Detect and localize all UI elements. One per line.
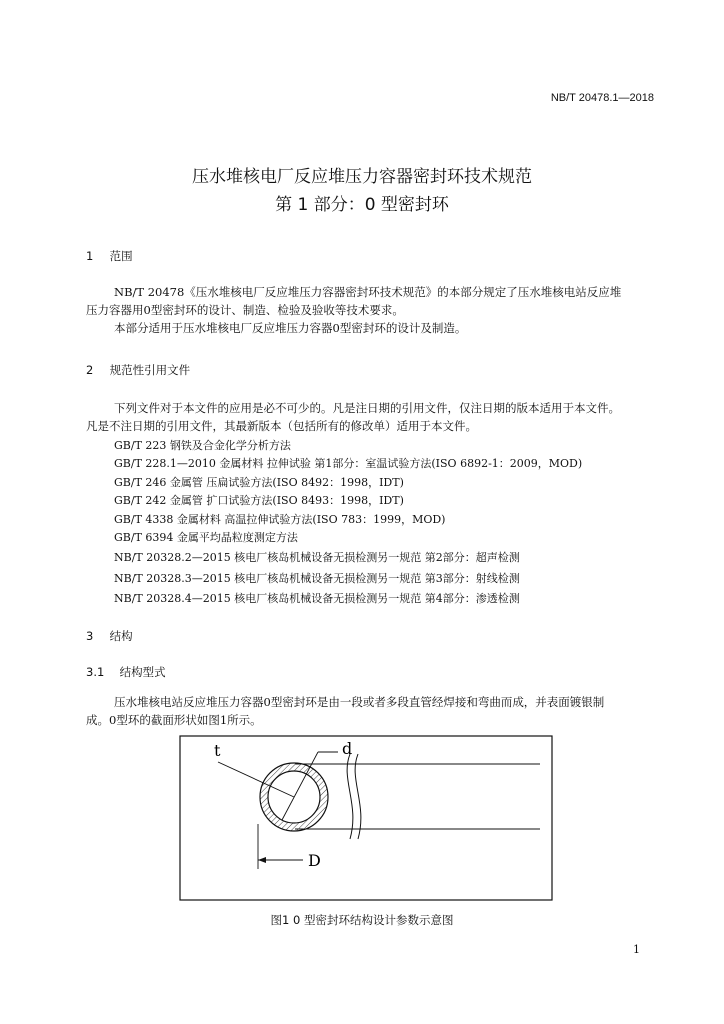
label-t: t bbox=[214, 741, 221, 760]
reference-item: GB/T 242 金属管 扩口试验方法(ISO 8493：1998，IDT) bbox=[114, 494, 404, 507]
section-2-para-1a: 下列文件对于本文件的应用是必不可少的。凡是注日期的引用文件，仅注日期的版本适用于本文件。 bbox=[114, 401, 620, 415]
section-3-heading: 3 结构 bbox=[86, 629, 133, 643]
reference-item: GB/T 6394 金属平均晶粒度测定方法 bbox=[114, 531, 298, 544]
reference-item: GB/T 246 金属管 压扁试验方法(ISO 8492：1998，IDT) bbox=[114, 476, 404, 489]
section-1-para-1b: 压力容器用0型密封环的设计、制造、检验及验收等技术要求。 bbox=[86, 303, 404, 317]
o-ring-section-diagram bbox=[178, 734, 554, 904]
section-3-1-heading: 3.1 结构型式 bbox=[86, 665, 166, 679]
section-3-1-para-b: 成。0型环的截面形状如图1所示。 bbox=[86, 713, 262, 727]
section-1-heading: 1 范围 bbox=[86, 249, 133, 263]
reference-item: NB/T 20328.3—2015 核电厂核岛机械设备无损检测另一规范 第3部分：射线检测 bbox=[114, 572, 520, 585]
break-line bbox=[355, 754, 361, 839]
label-D: D bbox=[308, 851, 321, 870]
break-line bbox=[347, 754, 353, 839]
reference-item: GB/T 4338 金属材料 高温拉伸试验方法(ISO 783：1999，MOD) bbox=[114, 513, 446, 526]
reference-item: GB/T 228.1—2010 金属材料 拉伸试验 第1部分：室温试验方法(ISO 6892-1：2009，MOD) bbox=[114, 457, 583, 470]
label-d: d bbox=[342, 739, 353, 758]
section-3-1-para-a: 压水堆核电站反应堆压力容器0型密封环是由一段或者多段直管经焊接和弯曲而成，并表面镀银制 bbox=[114, 695, 605, 709]
section-2-para-1b: 凡是不注日期的引用文件，其最新版本（包括所有的修改单）适用于本文件。 bbox=[86, 419, 477, 433]
page-number: 1 bbox=[633, 943, 640, 956]
section-1-para-1a: NB/T 20478《压水堆核电厂反应堆压力容器密封环技术规范》的本部分规定了压水堆核电站反应堆 bbox=[114, 285, 622, 299]
reference-item: GB/T 223 钢铁及合金化学分析方法 bbox=[114, 439, 291, 452]
D-arrowhead bbox=[258, 857, 266, 863]
figure-frame bbox=[180, 736, 552, 900]
standard-number: NB/T 20478.1—2018 bbox=[550, 92, 654, 104]
reference-item: NB/T 20328.2—2015 核电厂核岛机械设备无损检测另一规范 第2部分：超声检测 bbox=[114, 551, 520, 564]
reference-item: NB/T 20328.4—2015 核电厂核岛机械设备无损检测另一规范 第4部分：渗透检测 bbox=[114, 592, 520, 605]
figure-caption: 图1 0 型密封环结构设计参数示意图 bbox=[270, 913, 454, 927]
document-subtitle: 第 1 部分：0 型密封环 bbox=[275, 195, 449, 215]
section-1-para-2: 本部分适用于压水堆核电厂反应堆压力容器0型密封环的设计及制造。 bbox=[114, 321, 467, 335]
document-title: 压水堆核电厂反应堆压力容器密封环技术规范 bbox=[192, 167, 532, 187]
section-2-heading: 2 规范性引用文件 bbox=[86, 363, 191, 377]
